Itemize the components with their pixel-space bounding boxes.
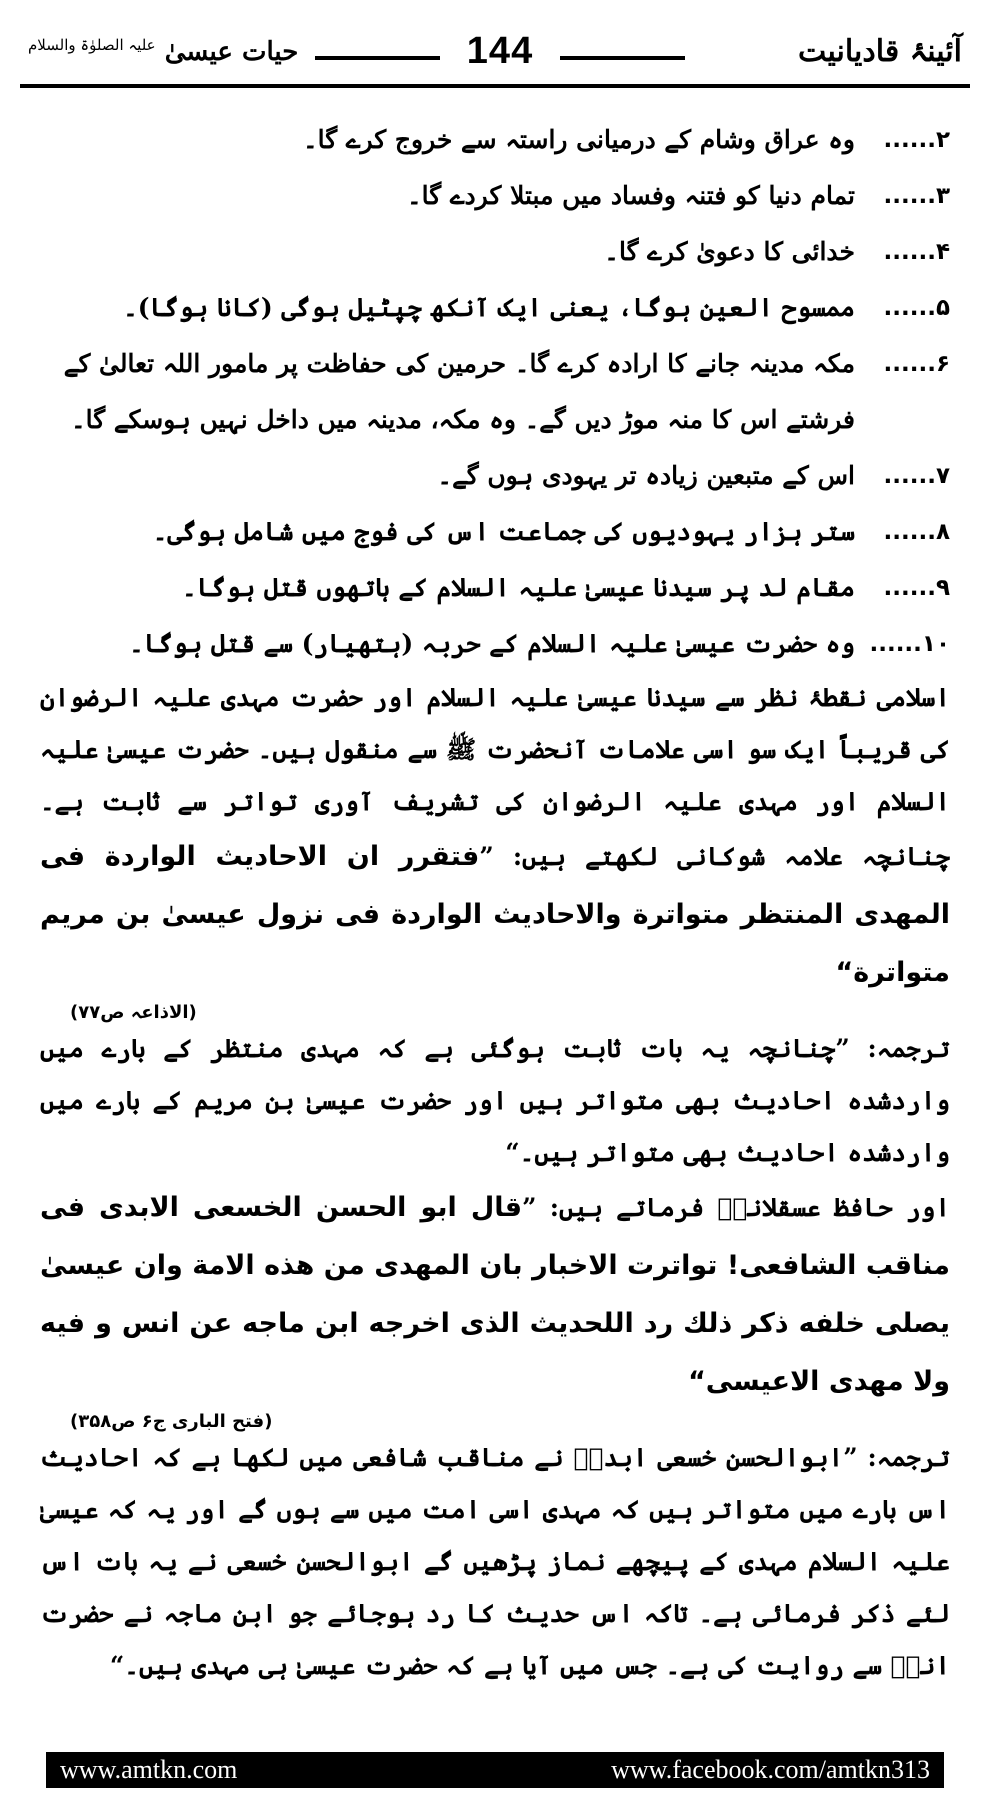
website-link[interactable]: www.amtkn.com [60,1755,238,1784]
arabic-quote: قال ابو الحسن الخسعی الابدی فی مناقب الشافعی! تواترت الاخبار بان المهدی من هذه الامة وان عیسیٰ یصلی خلفه ذکر ذلك رد اللحدیث الذی اخرجه ابن ماجه عن انس و فیه ولا مهدی الاعیسی“ [40,1192,950,1397]
item-number: ۴...... [883,239,950,265]
chapter-title-text: حیات عیسیٰ [164,37,299,67]
item-number: ۸...... [883,519,950,545]
item-text: وہ حضرت عیسیٰ علیہ السلام کے حربہ (ہتھیار) سے قتل ہوگا۔ [129,629,855,658]
item-text: ستر ہزار یہودیوں کی جماعت اس کی فوج میں شامل ہوگی۔ [152,517,855,546]
list-item [40,336,950,448]
page-number: 144 [466,30,534,72]
item-text: مکہ مدینہ جانے کا ارادہ کرے گا۔ حرمین کی حفاظت پر مامور اللہ تعالیٰ کے فرشتے اس کا منہ موڑ دیں گے۔ وہ مکہ، مدینہ میں داخل نہیں ہوسکے گا۔ [63,349,855,434]
list-item [40,112,950,168]
item-number: ۳...... [883,183,950,209]
page-number-block [315,30,685,73]
citation: (فتح الباری ج۶ ص۳۵۸) [70,1411,273,1432]
translation-paragraph: ترجمہ: ”چنانچہ یہ بات ثابت ہوگئی ہے کہ مہدی منتظر کے بارے میں واردشدہ احادیث بھی متواتر ہیں اور حضرت عیسیٰ بن مریم کے بارے میں واردشدہ احادیث بھی متواتر ہیں۔“ [40,1034,950,1167]
item-text: وہ عراق وشام کے درمیانی راستہ سے خروج کرے گا۔ [302,125,855,154]
list-item [40,168,950,224]
header-rule-left [315,56,440,60]
item-number: ۷...... [883,463,950,489]
facebook-link[interactable]: www.facebook.com/amtkn313 [611,1755,930,1784]
item-number: ۶...... [883,351,950,377]
citation-row [40,1002,950,1023]
item-number: ۲...... [883,127,950,153]
citation-row [40,1411,950,1432]
chapter-honorific: علیہ الصلوٰۃ والسلام [28,36,156,54]
item-number: ۵...... [883,295,950,321]
page-body [40,112,950,1702]
item-text: مقام لد پر سیدنا عیسیٰ علیہ السلام کے ہاتھوں قتل ہوگا۔ [182,573,855,602]
item-text: اس کے متبعین زیادہ تر یہودی ہوں گے۔ [437,461,855,490]
list-item [40,560,950,616]
paragraph-text: اور حافظ عسقلانیؒ فرماتے ہیں: ” [522,1193,950,1222]
item-text: تمام دنیا کو فتنہ وفساد میں مبتلا کردے گا۔ [407,181,855,210]
chapter-title [28,36,298,67]
body-paragraph [40,1179,950,1411]
list-item [40,280,950,336]
item-number: ۱۰...... [869,631,950,657]
body-paragraph [40,672,950,1002]
list-item [40,448,950,504]
list-item [40,224,950,280]
list-item [40,616,950,672]
translation-paragraph: ترجمہ: ”ابوالحسن خسعی ابدیؒ نے مناقب شافعی میں لکھا ہے کہ احادیث اس بارے میں متواتر ہیں کہ مہدی اسی امت میں سے ہوں گے اور یہ کہ عیسیٰ علیہ السلام مہدی کے پیچھے نماز پڑھیں گے ابوالحسن خسعی نے یہ بات اس لئے ذکر فرمائی ہے۔ تاکہ اس حدیث کا رد ہوجائے جو ابن ماجہ نے حضرت انسؓ سے روایت کی ہے۔ جس میں آیا ہے کہ حضرت عیسیٰ ہی مہدی ہیں۔“ [40,1443,950,1680]
header-divider [20,84,970,88]
header-rule-right [560,56,685,60]
item-number: ۹...... [883,575,950,601]
list-item [40,504,950,560]
item-text: ممسوح العین ہوگا، یعنی ایک آنکھ چپٹیل ہوگی (کانا ہوگا)۔ [123,293,855,322]
paragraph-text: اسلامی نقطۂ نظر سے سیدنا عیسیٰ علیہ السلام اور حضرت مہدی علیہ الرضوان کی قریباً ایک سو اسی علامات آنحضرت ﷺ سے منقول ہیں۔ حضرت عیسیٰ علیہ السلام اور مہدی علیہ الرضوان کی تشریف آوری تواتر سے ثابت ہے۔ چنانچہ علامہ شوکانی لکھتے ہیں: ” [40,683,950,871]
arabic-quote: فتقرر ان الاحادیث الواردة فی المهدی المنتظر متواترة والاحادیث الواردة فی نزول عیسیٰ بن مریم متواترة“ [40,841,950,988]
book-title: آئینۂ قادیانیت [797,34,962,69]
citation: (الاذاعہ ص۷۷) [70,1002,197,1023]
item-text: خدائی کا دعویٰ کرے گا۔ [604,237,855,266]
page-footer [46,1752,944,1788]
